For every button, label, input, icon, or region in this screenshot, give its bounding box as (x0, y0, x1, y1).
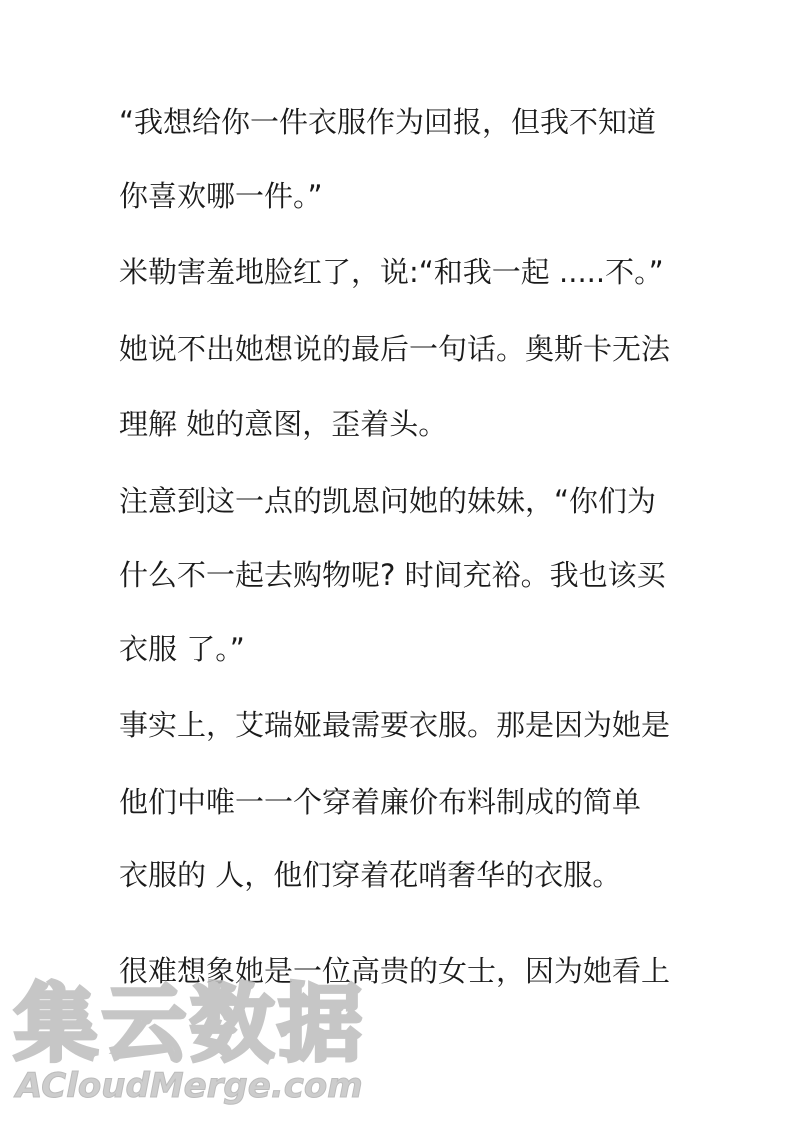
text-line-3: 米勒害羞地脸红了，说:“和我一起 .....不。” (119, 255, 664, 289)
watermark (8, 975, 398, 1118)
text-line-12: 很难想象她是一位高贵的女士，因为她看上 (119, 954, 671, 988)
text-line-11: 衣服的 人，他们穿着花哨奢华的衣服。 (119, 858, 622, 892)
watermark-chinese: 集云数据 (14, 975, 367, 1073)
text-line-1: “我想给你一件衣服作为回报，但我不知道 (119, 105, 657, 139)
text-line-4: 她说不出她想说的最后一句话。奥斯卡无法 (119, 332, 671, 366)
text-line-6: 注意到这一点的凯恩问她的妹妹，“你们为 (119, 484, 657, 518)
watermark-url: ACloudMerge.com (16, 1066, 363, 1106)
text-line-2: 你喜欢哪一件。” (119, 179, 323, 213)
text-line-5: 理解 她的意图，歪着头。 (119, 407, 448, 441)
text-line-7: 什么不一起去购物呢? 时间充裕。我也该买 (119, 558, 666, 592)
text-line-10: 他们中唯一一个穿着廉价布料制成的简单 (119, 785, 642, 819)
text-line-8: 衣服 了。” (119, 632, 245, 666)
text-line-9: 事实上，艾瑞娅最需要衣服。那是因为她是 (119, 708, 671, 742)
